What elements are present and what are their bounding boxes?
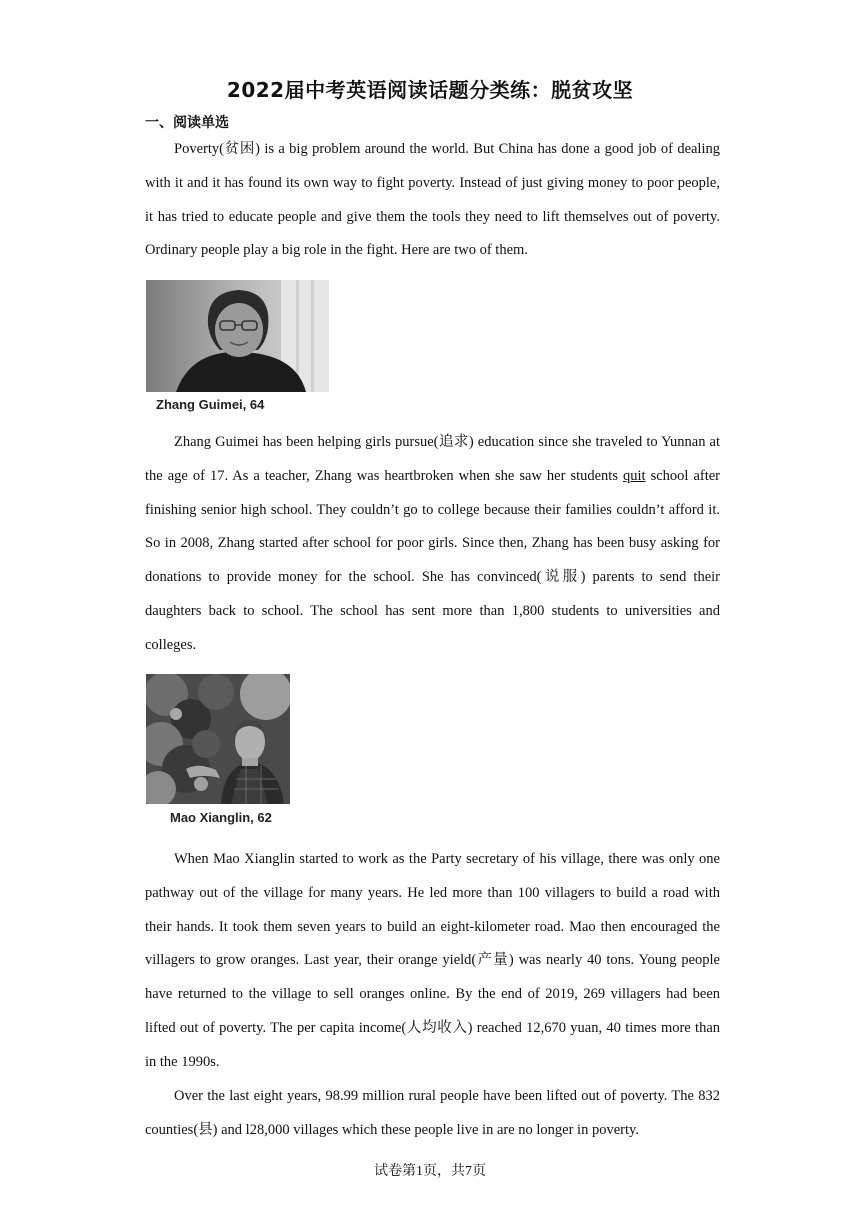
section-heading: 一、阅读单选 bbox=[145, 115, 229, 131]
zhang-guimei-caption: Zhang Guimei, 64 bbox=[156, 397, 265, 412]
summary-paragraph: Over the last eight years, 98.99 million rural people have been lifted out of poverty. The 832 counties(县) and l28,000 villages which these people live in are no longer in poverty. bbox=[145, 1088, 720, 1138]
underlined-word-quit: quit bbox=[623, 467, 646, 484]
mao-xianglin-photo bbox=[146, 674, 290, 804]
zhang-guimei-paragraph: Zhang Guimei has been helping girls pursue(追求) education since she traveled to Yunnan at the age of 17. As a teacher, Zhang was heartbroken when she saw her students quit school after finishing senior high school. They couldn’t go to college because their families couldn’t afford it. So in 2008, Zhang started after school for poor girls. Since then, Zhang has been busy asking for donations to provide money for the school. She has convinced(说服) parents to send their daughters back to school. The school has sent more than 1,800 students to universities and colleges. bbox=[145, 434, 720, 653]
mao-xianglin-caption: Mao Xianglin, 62 bbox=[170, 810, 272, 825]
intro-paragraph: Poverty(贫困) is a big problem around the world. But China has done a good job of dealing with it and it has found its own way to fight poverty. Instead of just giving money to poor people, it has tried to educate people and give them the tools they need to lift themselves out of poverty. Ordinary people play a big role in the fight. Here are two of them. bbox=[145, 141, 720, 259]
mao-xianglin-paragraph: When Mao Xianglin started to work as the Party secretary of his village, there was only one pathway out of the village for many years. He led more than 100 villagers to build a road with their hands. It took them seven years to build an eight-kilometer road. Mao then encouraged the villagers to grow oranges. Last year, their orange yield(产量) was nearly 40 tons. Young people have returned to the village to sell oranges online. By the end of 2019, 269 villagers had been lifted out of poverty. The per capita income(人均收入) reached 12,670 yuan, 40 times more than in the 1990s. bbox=[145, 851, 720, 1070]
zhang-guimei-photo bbox=[146, 280, 329, 392]
page-footer: 试卷第1页，共7页 bbox=[374, 1164, 486, 1179]
page-title: 2022届中考英语阅读话题分类练：脱贫攻坚 bbox=[226, 78, 634, 102]
